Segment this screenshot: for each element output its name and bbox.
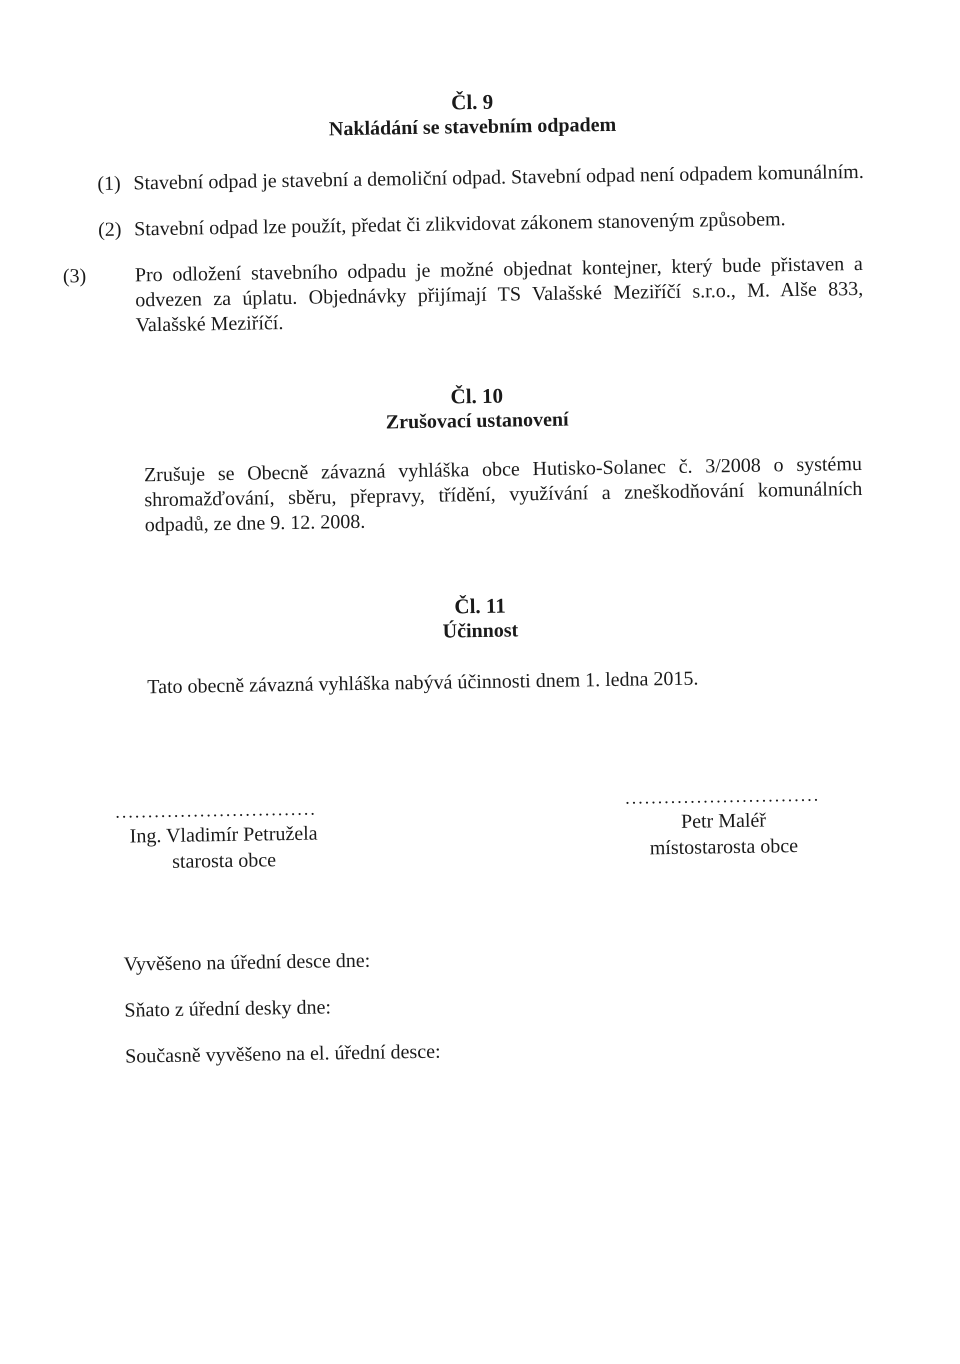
article-9-item-1 <box>97 160 867 197</box>
removed-date-label: Sňato z úřední desky dne: <box>124 996 332 1022</box>
signature-right <box>603 806 844 862</box>
article-9-item-2 <box>98 206 868 243</box>
signatory-role: místostarosta obce <box>649 835 799 860</box>
signatory-name: Ing. Vladimír Petružela <box>129 822 318 848</box>
signatory-name: Petr Maléř <box>680 809 767 833</box>
article-10-number: Čl. 10 <box>450 383 504 409</box>
item-text: Pro odložení stavebního odpadu je možné objednat kontejner, který bude přistaven a odvezen za úplatu. Objednávky přijímají TS Valašské Meziříčí s.r.o., M. Alše 833, Valašské Meziříčí. <box>134 252 864 337</box>
article-10-text: Zrušuje se Obecně závazná vyhláška obce Hutisko-Solanec č. 3/2008 o systému shromažďování, sběru, přepravy, třídění, využívání a zneškodňování komunálních odpadů, ze dne 9. 12. 2008. <box>143 452 863 537</box>
article-11-text: Tato obecně závazná vyhláška nabývá účinnosti dnem 1. ledna 2015. <box>147 667 699 699</box>
item-text: Stavební odpad lze použít, předat či zlikvidovat zákonem stanoveným způsobem. <box>133 208 786 241</box>
item-number: (3) <box>62 265 87 288</box>
item-number: (1) <box>97 172 121 195</box>
signature-line-left: ............................... <box>115 798 317 822</box>
article-9-title: Nakládání se stavebním odpadem <box>328 113 617 141</box>
item-number: (2) <box>97 218 122 241</box>
article-10-title: Zrušovací ustanovení <box>385 408 569 434</box>
item-text: Stavební odpad je stavební a demoliční odpad. Stavební odpad není odpadem komunálním. <box>133 160 864 195</box>
electronic-posted-label: Současně vyvěšeno na el. úřední desce: <box>124 1040 441 1068</box>
article-11-number: Čl. 11 <box>454 593 506 619</box>
article-9-item-3 <box>62 252 864 339</box>
article-9-number: Čl. 9 <box>450 89 494 115</box>
posted-date-label: Vyvěšeno na úřední desce dne: <box>123 949 371 976</box>
signature-line-right: .............................. <box>624 784 821 808</box>
article-11-title: Účinnost <box>442 619 519 643</box>
signatory-role: starosta obce <box>171 849 277 873</box>
signature-left <box>103 820 344 876</box>
